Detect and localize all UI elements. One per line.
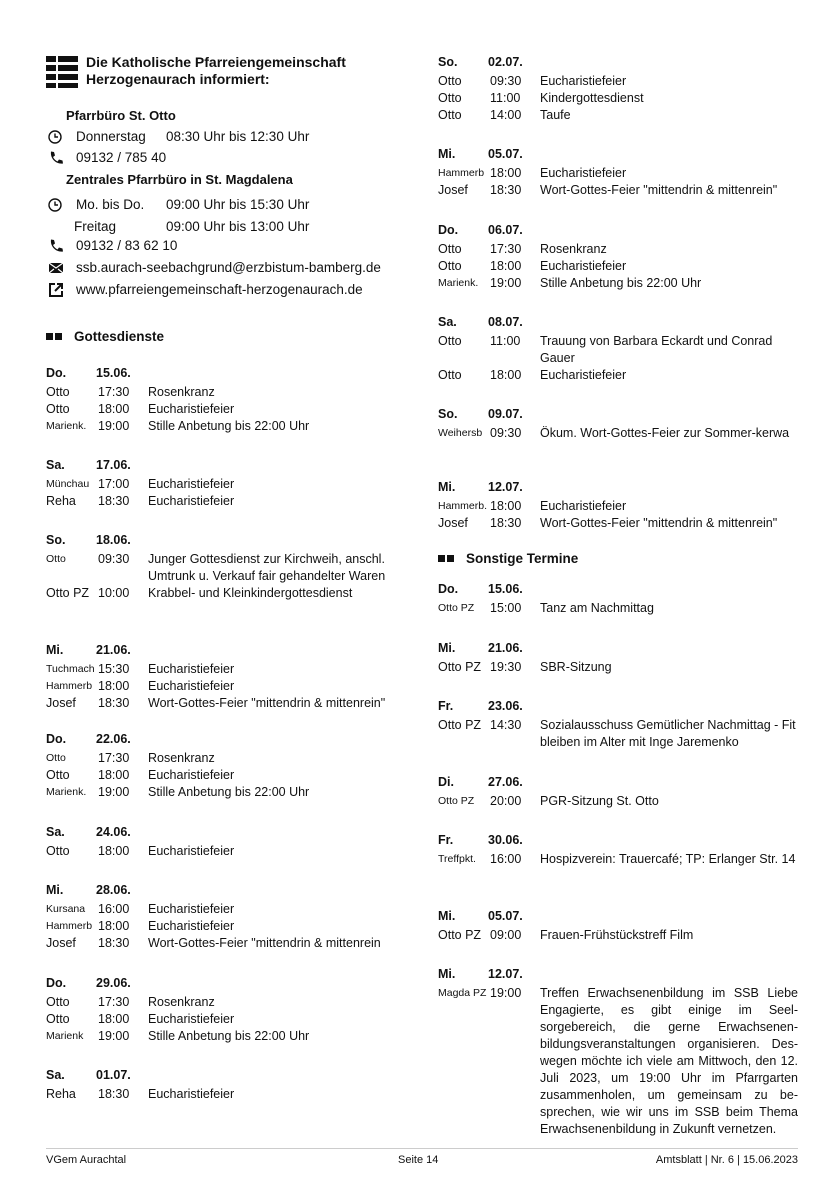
parish-logo-icon	[46, 56, 78, 88]
event-description: Eucharistiefeier	[148, 679, 235, 693]
weekday: Sa.	[46, 458, 65, 472]
event-time: 19:00	[98, 785, 130, 799]
event-description: Junger Gottesdienst zur Kirchweih, anschl. Umtrunk u. Verkauf fair gehandelter Waren	[148, 552, 386, 583]
clock-icon	[48, 129, 66, 145]
office-2-phone-number[interactable]: 09132 / 83 62 10	[76, 238, 178, 253]
day-block	[438, 54, 798, 124]
date: 23.06.	[488, 699, 523, 713]
event-description: Eucharistiefeier	[540, 259, 627, 273]
event-location: Otto	[46, 1012, 70, 1026]
event-row	[46, 695, 406, 712]
event-description: Stille Anbetung bis 22:00 Uhr	[148, 1029, 310, 1043]
day-header	[438, 479, 798, 498]
event-location: Otto	[46, 553, 66, 565]
event-description: Tanz am Nachmittag	[540, 601, 654, 615]
office-2-web	[48, 281, 363, 299]
day-header	[438, 406, 798, 425]
event-time: 18:00	[98, 402, 130, 416]
event-location: Hammerb	[46, 920, 93, 932]
event-row	[438, 717, 798, 751]
external-link-icon	[48, 282, 66, 298]
event-description: Rosenkranz	[148, 385, 215, 399]
day-block	[46, 642, 406, 712]
event-description: Taufe	[540, 108, 571, 122]
event-location: Josef	[438, 516, 468, 530]
office-2-email-link[interactable]: ssb.aurach-seebachgrund@erzbistum-bamberg.de	[76, 260, 381, 275]
event-time: 18:00	[98, 768, 130, 782]
event-time: 14:00	[490, 108, 522, 122]
phone-icon	[48, 238, 66, 254]
event-description: Rosenkranz	[540, 242, 607, 256]
weekday: Do.	[46, 732, 67, 746]
weekday: Sa.	[438, 315, 457, 329]
event-description: Rosenkranz	[148, 995, 215, 1009]
event-description: Eucharistiefeier	[148, 919, 235, 933]
date: 12.07.	[488, 967, 523, 981]
date: 22.06.	[96, 732, 131, 746]
event-time: 19:00	[490, 986, 522, 1000]
event-row	[438, 275, 798, 292]
event-location: Marienk	[46, 1030, 84, 1042]
day-header	[438, 54, 798, 73]
event-description: Stille Anbetung bis 22:00 Uhr	[540, 276, 702, 290]
event-description: Eucharistiefeier	[148, 662, 235, 676]
day-block	[438, 832, 798, 868]
event-time: 18:00	[98, 844, 130, 858]
event-description: Wort-Gottes-Feier "mittendrin & mittenrein"	[540, 183, 778, 197]
event-time: 20:00	[490, 794, 522, 808]
event-location: Josef	[46, 936, 76, 950]
event-time: 15:30	[98, 662, 130, 676]
event-description: Treffen Erwachsenenbildung im SSB Liebe Engagierte, es gibt einige im Seel-sorgebereich, die gerne Erwachsenen-bildungsveranstaltungen organisieren. Des-wegen möchte ich viele am Mittwoch, den 12. Juli 2023, um 19:00 Uhr im Pfarrgarten zusammenholen, um gemeinsam zu be-sprechen, wie wir uns im SSB beim Thema Erwachsenenbildung in Zukunft vernetzen.	[540, 986, 798, 1136]
day-block	[438, 908, 798, 944]
weekday: Mi.	[438, 641, 456, 655]
event-time: 17:30	[98, 385, 130, 399]
date: 05.07.	[488, 909, 523, 923]
date: 30.06.	[488, 833, 523, 847]
weekday: Mi.	[438, 967, 456, 981]
event-description: Frauen-Frühstückstreff Film	[540, 928, 694, 942]
event-row	[438, 90, 798, 107]
event-description: Wort-Gottes-Feier "mittendrin & mittenrein	[148, 936, 381, 950]
weekday: Mi.	[46, 883, 64, 897]
event-description: Sozialausschuss Gemütlicher Nachmittag - Fit bleiben im Alter mit Inge Jaremenko	[540, 718, 796, 749]
event-time: 11:00	[490, 91, 521, 105]
event-description: Stille Anbetung bis 22:00 Uhr	[148, 785, 310, 799]
event-location: Otto	[438, 368, 462, 382]
event-time: 19:30	[490, 660, 522, 674]
event-description: Eucharistiefeier	[540, 368, 627, 382]
section-sonstige-heading	[438, 551, 578, 566]
day-header	[438, 698, 798, 717]
event-location: Marienk.	[46, 786, 87, 798]
event-time: 18:00	[490, 166, 522, 180]
event-row	[438, 258, 798, 275]
event-description: Eucharistiefeier	[148, 1012, 235, 1026]
office-2-day-1: Mo. bis Do.	[76, 197, 145, 212]
date: 21.06.	[488, 641, 523, 655]
day-block	[438, 966, 798, 1138]
event-location: Tuchmach	[46, 663, 95, 675]
day-block	[438, 581, 798, 617]
office-1-hours	[48, 128, 146, 146]
event-location: Hammerb.	[438, 500, 488, 512]
event-row	[46, 1086, 406, 1103]
event-time: 19:00	[98, 1029, 130, 1043]
event-time: 17:30	[98, 995, 130, 1009]
event-row	[46, 843, 406, 860]
event-row	[46, 384, 406, 401]
event-location: Otto	[46, 402, 70, 416]
office-2-email	[48, 259, 381, 277]
weekday: So.	[438, 55, 458, 69]
day-header	[46, 731, 406, 750]
day-header	[438, 581, 798, 600]
event-time: 18:30	[98, 1087, 130, 1101]
date: 08.07.	[488, 315, 523, 329]
event-description: Wort-Gottes-Feier "mittendrin & mittenrein"	[148, 696, 386, 710]
event-row	[438, 600, 798, 617]
weekday: Mi.	[438, 909, 456, 923]
event-time: 14:30	[490, 718, 522, 732]
event-row	[46, 918, 406, 935]
event-location: Otto PZ	[438, 928, 482, 942]
event-row	[46, 418, 406, 435]
event-row	[46, 661, 406, 678]
event-row	[46, 476, 406, 493]
event-row	[46, 1028, 406, 1045]
event-location: Otto PZ	[438, 660, 482, 674]
event-row	[438, 659, 798, 676]
date: 05.07.	[488, 147, 523, 161]
day-header	[438, 966, 798, 985]
event-location: Hammerb	[438, 167, 485, 179]
date: 02.07.	[488, 55, 523, 69]
day-header	[46, 1067, 406, 1086]
event-time: 11:00	[490, 334, 521, 348]
event-time: 18:00	[98, 679, 130, 693]
event-location: Marienk.	[46, 420, 87, 432]
event-description: PGR-Sitzung St. Otto	[540, 794, 659, 808]
event-row	[438, 498, 798, 515]
day-block	[46, 532, 406, 602]
weekday: Mi.	[46, 643, 64, 657]
event-location: Magda PZ	[438, 987, 487, 999]
event-row	[438, 107, 798, 124]
event-row	[46, 401, 406, 418]
event-time: 15:00	[490, 601, 522, 615]
event-location: Marienk.	[438, 277, 479, 289]
event-description: Rosenkranz	[148, 751, 215, 765]
day-block	[438, 640, 798, 676]
event-description: Eucharistiefeier	[148, 477, 235, 491]
event-row	[46, 585, 406, 602]
weekday: So.	[46, 533, 66, 547]
section-title: Sonstige Termine	[466, 551, 579, 566]
event-location: Otto	[438, 242, 462, 256]
event-description: Krabbel- und Kleinkindergottesdienst	[148, 586, 353, 600]
office-2-hours-1	[48, 196, 144, 214]
date: 29.06.	[96, 976, 131, 990]
day-block	[46, 975, 406, 1045]
event-time: 18:30	[98, 936, 130, 950]
clock-icon	[48, 197, 66, 213]
event-description: Eucharistiefeier	[148, 844, 235, 858]
event-description: Eucharistiefeier	[540, 166, 627, 180]
weekday: Mi.	[438, 147, 456, 161]
weekday: Do.	[438, 582, 459, 596]
event-time: 16:00	[98, 902, 130, 916]
event-row	[438, 927, 798, 944]
event-description: Eucharistiefeier	[540, 74, 627, 88]
date: 24.06.	[96, 825, 131, 839]
footer-issue: Amtsblatt | Nr. 6 | 15.06.2023	[655, 1154, 798, 1166]
event-time: 18:30	[490, 183, 522, 197]
weekday: Sa.	[46, 1068, 65, 1082]
event-location: Otto	[438, 74, 462, 88]
event-row	[46, 750, 406, 767]
date: 21.06.	[96, 643, 131, 657]
event-location: Reha	[46, 494, 76, 508]
event-description: SBR-Sitzung	[540, 660, 612, 674]
event-location: Otto	[46, 385, 70, 399]
day-block	[46, 824, 406, 860]
event-row	[438, 793, 798, 810]
event-location: Otto	[438, 259, 462, 273]
day-header	[46, 365, 406, 384]
event-row	[46, 935, 406, 952]
event-description: Stille Anbetung bis 22:00 Uhr	[148, 419, 310, 433]
event-time: 09:30	[490, 74, 522, 88]
event-row	[438, 515, 798, 532]
event-row	[438, 425, 798, 442]
weekday: Do.	[438, 223, 459, 237]
event-row	[46, 994, 406, 1011]
event-description: Eucharistiefeier	[148, 402, 235, 416]
event-location: Kursana	[46, 903, 86, 915]
title-line-1: Die Katholische Pfarreiengemeinschaft	[86, 54, 346, 70]
office-2-phone	[48, 237, 177, 255]
page-footer	[46, 1148, 798, 1166]
event-time: 16:00	[490, 852, 522, 866]
event-time: 09:00	[490, 928, 522, 942]
event-row	[438, 241, 798, 258]
event-description: Eucharistiefeier	[148, 1087, 235, 1101]
date: 15.06.	[96, 366, 131, 380]
event-row	[438, 985, 798, 1138]
date: 15.06.	[488, 582, 523, 596]
day-block	[438, 774, 798, 810]
event-location: Otto PZ	[438, 795, 475, 807]
event-row	[46, 551, 406, 585]
date: 09.07.	[488, 407, 523, 421]
event-location: Otto	[438, 91, 462, 105]
day-header	[438, 146, 798, 165]
event-description: Eucharistiefeier	[540, 499, 627, 513]
section-gottesdienste-heading	[46, 329, 164, 344]
day-header	[438, 774, 798, 793]
event-time: 18:30	[98, 696, 130, 710]
office-2-time-1: 09:00 Uhr bis 15:30 Uhr	[166, 197, 310, 212]
weekday: Di.	[438, 775, 454, 789]
event-location: Otto	[438, 108, 462, 122]
day-header	[438, 314, 798, 333]
office-2-website-link[interactable]: www.pfarreiengemeinschaft-herzogenaurach.de	[76, 282, 363, 297]
event-time: 17:00	[98, 477, 130, 491]
day-header	[46, 532, 406, 551]
weekday: Sa.	[46, 825, 65, 839]
day-block	[46, 731, 406, 801]
event-description: Wort-Gottes-Feier "mittendrin & mittenrein"	[540, 516, 778, 530]
office-1-phone-number[interactable]: 09132 / 785 40	[76, 150, 167, 165]
event-location: Otto	[46, 752, 66, 764]
page-title	[86, 54, 346, 88]
weekday: Fr.	[438, 833, 454, 847]
event-time: 09:30	[490, 426, 522, 440]
page-header	[46, 54, 406, 94]
day-block	[46, 882, 406, 952]
event-description: Eucharistiefeier	[148, 768, 235, 782]
event-location: Josef	[46, 696, 76, 710]
day-block	[438, 146, 798, 199]
date: 12.07.	[488, 480, 523, 494]
office-2-day-2: Freitag	[74, 219, 117, 234]
event-row	[46, 784, 406, 801]
event-location: Otto PZ	[438, 718, 482, 732]
event-description: Hospizverein: Trauercafé; TP: Erlanger Str. 14	[540, 852, 796, 866]
weekday: Do.	[46, 976, 67, 990]
date: 01.07.	[96, 1068, 131, 1082]
event-location: Otto PZ	[46, 586, 90, 600]
event-location: Otto	[46, 844, 70, 858]
day-header	[438, 908, 798, 927]
event-row	[438, 165, 798, 182]
event-location: Josef	[438, 183, 468, 197]
event-row	[46, 678, 406, 695]
event-description: Ökum. Wort-Gottes-Feier zur Sommer-kerwa	[540, 426, 790, 440]
event-location: Treffpkt.	[438, 853, 476, 865]
day-block	[46, 365, 406, 435]
day-block	[438, 406, 798, 442]
date: 27.06.	[488, 775, 523, 789]
day-header	[46, 975, 406, 994]
event-time: 17:30	[98, 751, 130, 765]
phone-icon	[48, 150, 66, 166]
event-row	[438, 182, 798, 199]
event-time: 18:00	[490, 499, 522, 513]
event-time: 19:00	[98, 419, 130, 433]
event-location: Weihersb	[438, 427, 483, 439]
event-time: 18:30	[98, 494, 130, 508]
event-time: 09:30	[98, 552, 130, 566]
event-time: 19:00	[490, 276, 522, 290]
event-time: 17:30	[490, 242, 522, 256]
footer-publisher: VGem Aurachtal	[46, 1154, 127, 1166]
weekday: Fr.	[438, 699, 454, 713]
event-row	[46, 767, 406, 784]
event-description: Trauung von Barbara Eckardt und Conrad Gauer	[540, 334, 773, 365]
event-row	[438, 73, 798, 90]
date: 06.07.	[488, 223, 523, 237]
event-time: 18:00	[490, 259, 522, 273]
event-description: Kindergottesdienst	[540, 91, 644, 105]
event-description: Eucharistiefeier	[148, 494, 235, 508]
event-time: 18:00	[490, 368, 522, 382]
event-row	[46, 901, 406, 918]
office-1-day: Donnerstag	[76, 129, 146, 144]
mail-icon	[48, 260, 66, 276]
footer-page-number: Seite 14	[398, 1154, 439, 1166]
event-time: 18:30	[490, 516, 522, 530]
event-row	[438, 333, 798, 367]
event-location: Otto PZ	[438, 602, 475, 614]
day-block	[438, 222, 798, 292]
day-header	[438, 222, 798, 241]
date: 18.06.	[96, 533, 131, 547]
event-location: Münchau	[46, 478, 90, 490]
day-header	[438, 832, 798, 851]
event-location: Reha	[46, 1087, 76, 1101]
office-1-time: 08:30 Uhr bis 12:30 Uhr	[166, 129, 310, 144]
event-row	[438, 367, 798, 384]
event-row	[46, 493, 406, 510]
weekday: So.	[438, 407, 458, 421]
event-location: Hammerb	[46, 680, 93, 692]
day-header	[46, 882, 406, 901]
date: 28.06.	[96, 883, 131, 897]
event-time: 10:00	[98, 586, 130, 600]
section-title: Gottesdienste	[74, 329, 165, 344]
day-header	[46, 824, 406, 843]
event-description: Eucharistiefeier	[148, 902, 235, 916]
event-row	[438, 851, 798, 868]
event-time: 18:00	[98, 919, 130, 933]
event-row	[46, 1011, 406, 1028]
event-location: Otto	[438, 334, 462, 348]
office-1-phone	[48, 149, 166, 167]
event-location: Otto	[46, 995, 70, 1009]
day-header	[46, 457, 406, 476]
day-block	[46, 457, 406, 510]
day-header	[438, 640, 798, 659]
title-line-2: Herzogenaurach informiert:	[86, 71, 270, 87]
day-header	[46, 642, 406, 661]
office-2-title: Zentrales Pfarrbüro in St. Magdalena	[66, 172, 293, 187]
event-time: 18:00	[98, 1012, 130, 1026]
weekday: Do.	[46, 366, 67, 380]
day-block	[438, 314, 798, 384]
event-location: Otto	[46, 768, 70, 782]
day-block	[46, 1067, 406, 1103]
date: 17.06.	[96, 458, 131, 472]
office-1-title: Pfarrbüro St. Otto	[66, 108, 176, 123]
office-2-time-2: 09:00 Uhr bis 13:00 Uhr	[166, 219, 310, 234]
weekday: Mi.	[438, 480, 456, 494]
day-block	[438, 479, 798, 532]
day-block	[438, 698, 798, 751]
